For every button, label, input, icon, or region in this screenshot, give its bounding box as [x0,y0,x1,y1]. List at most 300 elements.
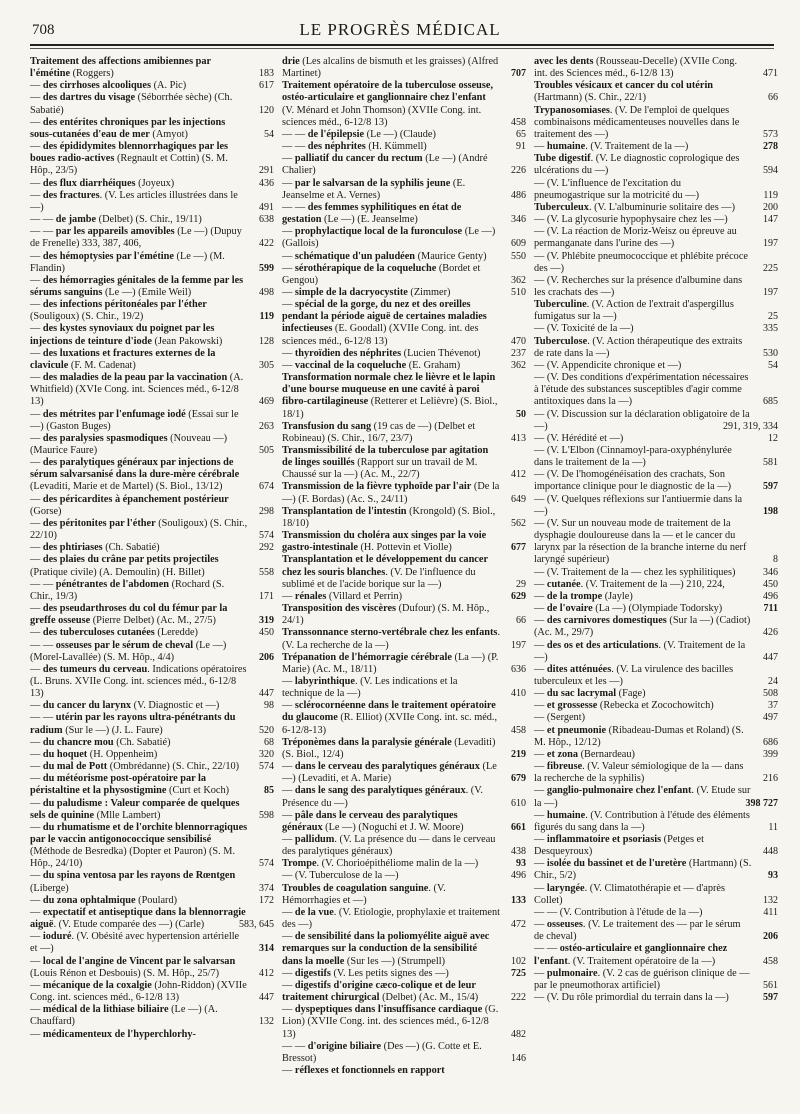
index-entry-text: — des luxations et fractures externes de la clavicule (F. M. Cadenat) [30,347,216,371]
index-entry-text: — du zona ophtalmique (Poulard) [30,894,178,906]
index-entry-text: — sclérocornéenne dans le traitement opératoire du glaucome (R. Elliot) (XVIIe Cong. int. sc. méd., 6-12/8-13) [282,700,498,736]
index-headword: dans le cerveau des paralytiques généraux [294,761,480,773]
index-entry [282,1004,526,1040]
index-entry-text: — et pneumonie (Ribadeau-Dumas et Roland) (S. M. Hôp., 12/12) [534,724,744,748]
index-entry [282,810,526,834]
index-headword: des tumeurs du cerveau [42,663,148,675]
index-column-1 [30,56,274,1106]
index-headword: de la vue [294,906,334,918]
index-entry-page: 25 [768,311,778,323]
index-entry [534,761,778,785]
index-entry-text: — — de jambe (Delbet) (S. Chir., 19/11) [30,214,202,226]
index-entry [282,652,526,676]
index-entry [282,870,526,882]
index-entry [534,712,778,724]
index-entry-text: — digestifs d'origine cæco-colique et de leur traitement chirurgical (Delbet) (Ac. M., 15/4) [282,979,479,1004]
index-headword: dyspeptiques dans l'insuffisance cardiaque [294,1004,483,1016]
index-entry-page: 470 [511,335,526,347]
index-entry-page: 574 [259,530,274,542]
index-entry-page: 133 [511,894,526,906]
index-entry [534,80,778,104]
index-entry [30,1004,274,1028]
index-entry-page: 50 [516,408,526,420]
index-headword: de la trompe [546,590,603,602]
index-entry-text: — dyspeptiques dans l'insuffisance cardiaque (G. Lion) (XVIIe Cong. int. des sciences méd., 6-12/8 13) [282,1004,499,1040]
index-entry-page: 197 [763,286,778,298]
index-entry [30,870,274,894]
index-entry [534,992,778,1004]
index-entry-text: — (V. Tuberculose de la —) [282,870,399,882]
index-entry-page: 85 [264,785,274,797]
index-entry-page: 362 [511,359,526,371]
index-entry-page: 491 [259,201,274,213]
index-entry-text: — thyroïdien des néphrites (Lucien Thévenot) [282,347,481,359]
index-entry-text: — simple de la dacryocystite (Zimmer) [282,286,451,298]
index-entry-text: — des phtiriases (Ch. Sabatié) [30,542,160,554]
index-entry-page: 471 [763,68,778,80]
index-headword: Transmission de la fièvre typhoïde par l'air [282,481,472,493]
index-entry-page: 574 [259,761,274,773]
index-headword: des paralytiques généraux par injections de sérum salvarsanisé dans la dure-mère cérébrale [30,457,240,481]
index-entry [534,883,778,907]
index-entry [534,469,778,493]
index-entry-page: 636 [511,663,526,675]
index-headword: pâle dans le cerveau des paralytiques généraux [282,809,458,833]
index-entry [534,591,778,603]
index-entry-page: 530 [763,347,778,359]
index-entry-text: — — utérin par les rayons ultra-pénétrants du radium (Sur le —) (J. L. Faure) [30,712,236,736]
index-entry-text: — du sac lacrymal (Fage) [534,688,646,700]
index-entry-text: — de l'ovaire (La —) (Olympiade Todorsky) [534,603,723,615]
index-entry-text: — (V. Du rôle primordial du terrain dans la —) [534,992,729,1004]
index-headword: Tréponèmes dans la paralysie générale [282,736,452,748]
index-entry-text: — (V. Recherches sur la présence d'albumine dans les crachats des —) [534,274,743,298]
index-entry-page: 638 [259,214,274,226]
index-headword: rénales [294,590,327,602]
index-entry-text: — digestifs (V. Les petits signes des —) [282,967,449,979]
index-entry-page: 12 [768,432,778,444]
index-entry-text: — (V. La réaction de Moriz-Weisz ou épreuve au permanganate dans l'urine des —) [534,226,737,250]
index-entry-page: 65 [516,128,526,140]
index-entry-text: — et zona (Bernardeau) [534,748,635,760]
index-entry [30,275,274,299]
index-entry-page: 24 [768,675,778,687]
index-entry-text: Transplantation de l'intestin (Krongold) (S. Biol., 18/10) [282,505,496,529]
index-entry [30,251,274,275]
index-headword: isolée du bassinet et de l'uretère [546,858,687,870]
index-entry-page: 66 [516,615,526,627]
index-entry-text: — des dartres du visage (Séborrhée sèche) (Ch. Sabatié) [30,92,233,116]
index-entry [282,299,526,348]
index-entry-page: 412 [511,469,526,481]
index-headword: des néphrites [307,141,366,153]
index-headword: d'origine biliaire [307,1040,382,1052]
index-entry-page: 197 [511,639,526,651]
index-entry [282,603,526,627]
index-entry [30,579,274,603]
index-headword: Transposition des viscères [282,603,397,615]
index-entry [30,542,274,554]
index-headword: de l'épilepsie [307,128,365,140]
index-entry-page: 496 [511,870,526,882]
index-entry-text: — dans le cerveau des paralytiques généraux (Le —) (Levaditi, et A. Marie) [282,761,497,785]
index-entry-page: 291 [259,165,274,177]
index-entry-page: 183 [259,68,274,80]
index-entry-page: 707 [511,68,526,80]
index-entry [30,627,274,639]
index-entry [534,409,778,433]
index-entry-text: — du mal de Pott (Ombrédanne) (S. Chir., 22/10) [30,761,240,773]
index-entry [534,214,778,226]
index-entry [534,494,778,518]
index-headword: des femmes syphilitiques en état de gestation [282,201,462,226]
index-entry-text: — (V. Phlébite pneumococcique et phlébite précoce des —) [534,250,748,274]
index-entry-text: Tube digestif. (V. Le diagnostic coprologique des ulcérations du —) [534,153,740,177]
index-entry-text: — des os et des articulations. (V. Traitement de la —) [534,639,746,663]
index-entry-text: — (Sergent) [534,712,585,724]
index-entry [534,433,778,445]
index-entry-text: — des plaies du crâne par petits projectiles (Pratique civile) (A. Demoulin) (H. Billet) [30,554,219,578]
index-headword: osseuses par le sérum de cheval [55,639,194,651]
index-entry-page: 599 [259,262,274,274]
index-entry-text: — ganglio-pulmonaire chez l'enfant. (V. Etude sur la —) [534,785,751,809]
index-entry-text: — osseuses. (V. Le traitement des — par le sérum de cheval) [534,919,741,943]
index-entry [282,980,526,1004]
index-entry-text: — inflammatoire et psoriasis (Petges et Desqueyroux) [534,834,704,858]
index-entry-page: 278 [763,141,778,153]
index-entry-text: — réflexes et fonctionnels en rapport [282,1064,445,1076]
index-entry-page: 66 [768,92,778,104]
index-entry [282,591,526,603]
index-entry [30,761,274,773]
index-entry-text: — des tuberculoses cutanées (Leredde) [30,627,198,639]
index-entry-text: — des hémorragies génitales de la femme par les sérums sanguins (Le —) (Emile Weil) [30,274,244,298]
index-entry [282,226,526,250]
index-entry [534,372,778,408]
index-headword: Troubles de coagulation sanguine [282,882,429,894]
index-headword: des luxations et fractures externes de la clavicule [30,347,216,371]
index-headword: par le salvarsan de la syphilis jeune [294,177,451,189]
index-entry-page: 508 [763,688,778,700]
index-headword: du rhumatisme et de l'orchite blennorragiques par le vaccin antigonococcique sensibilisé [30,821,248,845]
index-entry-page: 68 [264,736,274,748]
index-entry-text: — (V. Appendicite chronique et —) [534,359,682,371]
index-entry-page: 629 [511,590,526,602]
index-entry-page: 206 [259,651,274,663]
index-entry-page: 610 [511,797,526,809]
index-entry-page: 237 [511,347,526,359]
index-entry [534,907,778,919]
index-headword: du chancre mou [42,736,114,748]
index-entry-page: 128 [259,335,274,347]
index-entry [30,56,274,80]
index-entry-page: 497 [763,712,778,724]
index-entry-page: 674 [259,481,274,493]
index-headword: prophylactique local de la furonculose [294,226,463,238]
index-entry [282,153,526,177]
index-entry-page: 98 [264,700,274,712]
index-entry-page: 398 727 [745,797,778,809]
index-headword: fibreuse [546,761,583,773]
index-headword: Transformation normale chez le lièvre et le lapin d'une bourse muqueuse en une cavité à paroi fibro-cartilagineuse [282,372,496,408]
index-entry-text: — humaine. (V. Contribution à l'étude des éléments figurés du sang dans la —) [534,809,750,833]
index-entry-page: 335 [763,323,778,335]
index-entry [30,907,274,931]
index-entry-page: 226 [511,165,526,177]
index-headword: Transfusion du sang [282,420,372,432]
index-headword: ostéo-articulaire et ganglionnaire chez l'enfant [534,943,728,967]
index-entry-text: Tuberculine. (V. Action de l'extrait d'aspergillus fumigatus sur la —) [534,299,734,323]
index-entry-page: 661 [511,821,526,833]
index-headword: Trépanation de l'hémorragie cérébrale [282,651,452,663]
index-entry-text: — des cirrhoses alcooliques (A. Pic) [30,80,187,92]
index-entry [534,834,778,858]
index-entry-text: — (V. Quelques réflexions sur l'antiuermie dans la —) [534,493,743,517]
index-headword: expectatif et antiseptique dans la blennorragie aiguë [30,906,246,931]
index-headword: dans le sang des paralytiques généraux [294,785,466,797]
index-entry-page: 172 [259,894,274,906]
index-entry [30,980,274,1004]
index-headword: de sensibilité dans la poliomyélite aiguë avec remarques sur la conduction de la sensibilité dans la moelle [282,931,490,967]
index-entry-page: 469 [259,396,274,408]
index-entry-text: Tuberculose. (V. Action thérapeutique des extraits de rate dans la —) [534,335,743,359]
index-entry-text: drie (Les alcalins de bismuth et les graisses) (Alfred Martinet) [282,56,499,80]
index-headword: Tuberculine [534,299,587,311]
index-entry-text: — sérothérapique de la coqueluche (Bordet et Gengou) [282,262,481,286]
index-headword: des pseudarthroses du col du fémur par la greffe osseuse [30,603,228,627]
index-entry [534,615,778,639]
index-entry-text: — (V. Des conditions d'expérimentation nécessaires à l'étude des substances susceptibles d'agir comme antitoxiques dans la —) [534,372,749,408]
index-headword: des épididymites blennorrhagiques par les boues radio-actives [30,141,229,165]
index-entry [30,749,274,761]
index-entry [282,56,526,80]
index-headword: labyrinthique [294,675,355,687]
index-entry [282,530,526,554]
index-entry-text: — des fractures. (V. Les articles illustrées dans le —) [30,189,238,213]
index-entry-text: — local de l'angine de Vincent par le salvarsan (Louis Rénon et Desbouis) (S. M. Hôp., 25/7) [30,955,236,979]
index-entry-text: — schématique d'un paludéen (Maurice Genty) [282,250,487,262]
index-entry-page: 594 [763,165,778,177]
index-entry [282,883,526,907]
index-entry [282,445,526,481]
index-headword: du paludisme : Valeur comparée de quelques sels de quinine [30,797,240,821]
index-entry [282,931,526,967]
index-headword: des flux diarrhéiques [42,177,136,189]
index-columns [30,56,778,1106]
index-entry-page: 93 [516,858,526,870]
index-entry-text: Transposition des viscères (Dufour) (S. M. Hôp., 24/1) [282,603,490,627]
index-entry [282,858,526,870]
index-entry-page: 679 [511,773,526,785]
index-entry [534,664,778,688]
index-entry-page: 597 [763,481,778,493]
index-entry [534,251,778,275]
index-entry [30,1029,274,1041]
index-entry-page: 598 [259,809,274,821]
index-headword: Tuberculose [534,335,588,347]
index-entry [30,700,274,712]
index-entry [30,323,274,347]
index-entry-text: — — osseuses par le sérum de cheval (Le —) (Morel-Lavallée) (S. M. Hôp., 4/4) [30,639,227,663]
index-entry-text: — cutanée. (V. Traitement de la —) 210, 224, [534,578,725,590]
index-headword: pallidum [294,834,335,845]
index-entry-text: — fibreuse. (V. Valeur sémiologique de la — dans la recherche de la syphilis) [534,761,744,785]
index-entry-text: — (V. Hérédité et —) [534,432,624,444]
index-entry-page: 412 [259,967,274,979]
index-entry-page: 198 [763,505,778,517]
index-entry-text: — (V. Sur un nouveau mode de traitement de la dysphagie douloureuse dans la — et le cancer du larynx par la résection de la branche interne du nerf laryngé supérieur) [534,517,747,566]
index-headword: des paralysies spasmodiques [42,432,168,444]
index-entry-text: Transfusion du sang (19 cas de —) (Delbet et Robineau) (S. Chir., 16/7, 23/7) [282,420,476,444]
index-entry-page: 54 [264,128,274,140]
index-entry-text: — des péricardites à épanchement postérieur (Gorse) [30,493,229,517]
index-entry [30,494,274,518]
index-entry [282,1065,526,1077]
index-entry-page: 447 [259,688,274,700]
index-entry-text: Transformation normale chez le lièvre et le lapin d'une bourse muqueuse en une cavité à paroi fibro-cartilagineuse (Retterer et Lelièvre) (S. Biol., 18/1) [282,372,498,420]
index-entry-text: — (V. De l'homogénéisation des crachats, Son importance clinique pour le diagnostic de la —) [534,469,732,493]
index-entry [534,810,778,834]
index-entry-page: 649 [511,493,526,505]
index-headword: Trypanosomiases [534,104,610,116]
index-entry-page: 132 [259,1016,274,1028]
index-headword: et zona [546,748,579,760]
index-entry-page: 450 [259,627,274,639]
index-entry-page: 200 [763,201,778,213]
index-entry-page: 37 [768,700,778,712]
index-entry-text: — (V. L'influence de l'excitation du pneumogastrique sur la motricité du —) [534,177,699,201]
index-entry-text: — des métrites par l'enfumage iodé (Essai sur le —) (Gaston Buges) [30,408,239,432]
index-entry [534,919,778,943]
index-headword: sclérocornéenne dans le traitement opératoire du glaucome [282,700,496,724]
index-entry [282,785,526,809]
index-entry-page: 413 [511,432,526,444]
index-headword: local de l'angine de Vincent par le salvarsan [42,955,236,967]
index-entry-page: 120 [259,104,274,116]
index-entry-text: — laryngée. (V. Climatothérapie et — d'après Collet) [534,882,725,906]
index-entry-page: 171 [259,590,274,602]
index-headword: pulmonaire [546,967,598,979]
index-headword: réflexes et fonctionnels en rapport [294,1064,445,1076]
index-headword: digestifs d'origine cæco-colique et de leur traitement chirurgical [282,979,476,1004]
index-entry [30,80,274,92]
index-entry-page: 561 [763,979,778,991]
index-entry-page: 216 [763,773,778,785]
index-entry [30,226,274,250]
index-headword: et pneumonie [546,724,607,736]
index-entry [534,178,778,202]
index-headword: Traitement des affections amibiennes par l'émétine [30,56,211,80]
index-entry-text: — (V. La glycosurie hypophysaire chez les —) [534,214,728,226]
index-column-2 [282,56,526,1106]
index-entry-page: 617 [259,80,274,92]
index-entry [534,153,778,177]
index-entry [30,409,274,433]
index-entry-page: 458 [511,116,526,128]
index-headword: cutanée [546,578,581,590]
index-entry [534,105,778,141]
index-headword: des os et des articulations [546,639,659,651]
index-entry-page: 450 [763,578,778,590]
index-headword: humaine [546,809,586,821]
index-entry-text: — — ostéo-articulaire et ganglionnaire chez l'enfant. (V. Traitement opératoire de la —) [534,943,728,967]
index-headword: Trompe [282,858,317,870]
index-entry-text: — — pénétrantes de l'abdomen (Rochard (S. Chir., 19/3) [30,578,225,602]
index-entry-text: Transmissibilité de la tuberculose par agitation de linges souillés (Rapport sur un travail de M. Chaussé sur la —) (Ac. M., 22/7) [282,445,489,481]
index-headword: utérin par les rayons ultra-pénétrants du radium [30,712,236,736]
index-headword: inflammatoire et psoriasis [546,834,662,845]
index-entry [30,554,274,578]
index-headword: des fractures [42,189,100,201]
index-entry [30,640,274,664]
index-headword: palliatif du cancer du rectum [294,153,423,165]
index-entry-text: — — par les appareils amovibles (Le —) (Dupuy de Frenelle) 333, 387, 406, [30,226,242,250]
index-headword: drie [282,56,300,67]
index-headword: spécial de la gorge, du nez et des oreilles pendant la période aiguë de certaines maladies infectieuses [282,299,487,335]
index-entry [282,506,526,530]
index-entry [30,299,274,323]
index-headword: des entérites chroniques par les injections sous-cutanées d'eau de mer [30,116,226,140]
index-entry [534,360,778,372]
index-entry [282,251,526,263]
index-entry-text: Troubles de coagulation sanguine. (V. Hémorrhagies et —) [282,882,446,906]
index-entry [282,348,526,360]
index-entry-text: Transmission de la fièvre typhoïde par l'air (De la —) (F. Bordas) (Ac. S., 24/11) [282,481,500,505]
index-entry-text: — — d'origine biliaire (Des —) (G. Cotte et E. Bressot) [282,1040,482,1064]
index-entry [30,956,274,980]
index-headword: des hémorragies génitales de la femme par les sérums sanguins [30,274,244,298]
index-entry-text: Transplantation et le développement du cancer chez les souris blanches. (V. De l'influence du sublimé et de l'acide borique sur la —) [282,554,488,590]
index-entry-page: 426 [763,627,778,639]
index-entry [534,943,778,967]
index-entry-page: 320 [259,748,274,760]
index-entry [534,226,778,250]
index-entry [282,80,526,129]
index-entry-text: — des péritonites par l'éther (Souligoux) (S. Chir., 22/10) [30,517,248,542]
index-entry-text: — — (V. Contribution à l'étude de la —) [534,906,703,918]
header-rule [30,44,774,46]
index-entry-text: — (V. L'Elbon (Cinnamoyl-para-oxyphénylurée dans le traitement de la —) [534,445,732,469]
index-headword: ioduré [42,931,72,943]
index-entry-page: 496 [763,590,778,602]
index-entry [282,287,526,299]
index-entry-text: Transsonnance sterno-vertébrale chez les enfants. (V. La recherche de la —) [282,627,501,651]
index-entry-page: 472 [511,919,526,931]
index-entry-text: — des épididymites blennorrhagiques par les boues radio-actives (Regnault et Cottin) (S. M. Hôp., 23/5) [30,141,229,177]
index-entry-page: 581 [763,457,778,469]
index-entry-page: 520 [259,724,274,736]
index-entry-page: 448 [763,846,778,858]
index-entry [282,141,526,153]
index-headword: des maladies de la peau par la vaccination [42,372,228,384]
index-headword: simple de la dacryocystite [294,286,408,298]
index-entry-page: 197 [763,238,778,250]
index-entry-text: Traitement opératoire de la tuberculose osseuse, ostéo-articulaire et ganglionnaire chez l'enfant (V. Ménard et John Thomson) (XVIIe Cong. int. sciences méd., 6-12/8 13) [282,80,494,128]
index-entry [30,214,274,226]
index-entry-page: 550 [511,250,526,262]
index-entry [282,263,526,287]
index-entry [30,178,274,190]
index-entry-page: 346 [511,214,526,226]
index-entry-page: 583, 645 [239,919,274,931]
index-entry [30,822,274,871]
index-headword: des péricardites à épanchement postérieur [42,493,229,505]
index-entry [534,688,778,700]
index-entry [282,737,526,761]
index-entry [282,372,526,421]
index-entry-text: — du paludisme : Valeur comparée de quelques sels de quinine (Mlle Lambert) [30,797,240,821]
index-headword: des tuberculoses cutanées [42,627,155,639]
